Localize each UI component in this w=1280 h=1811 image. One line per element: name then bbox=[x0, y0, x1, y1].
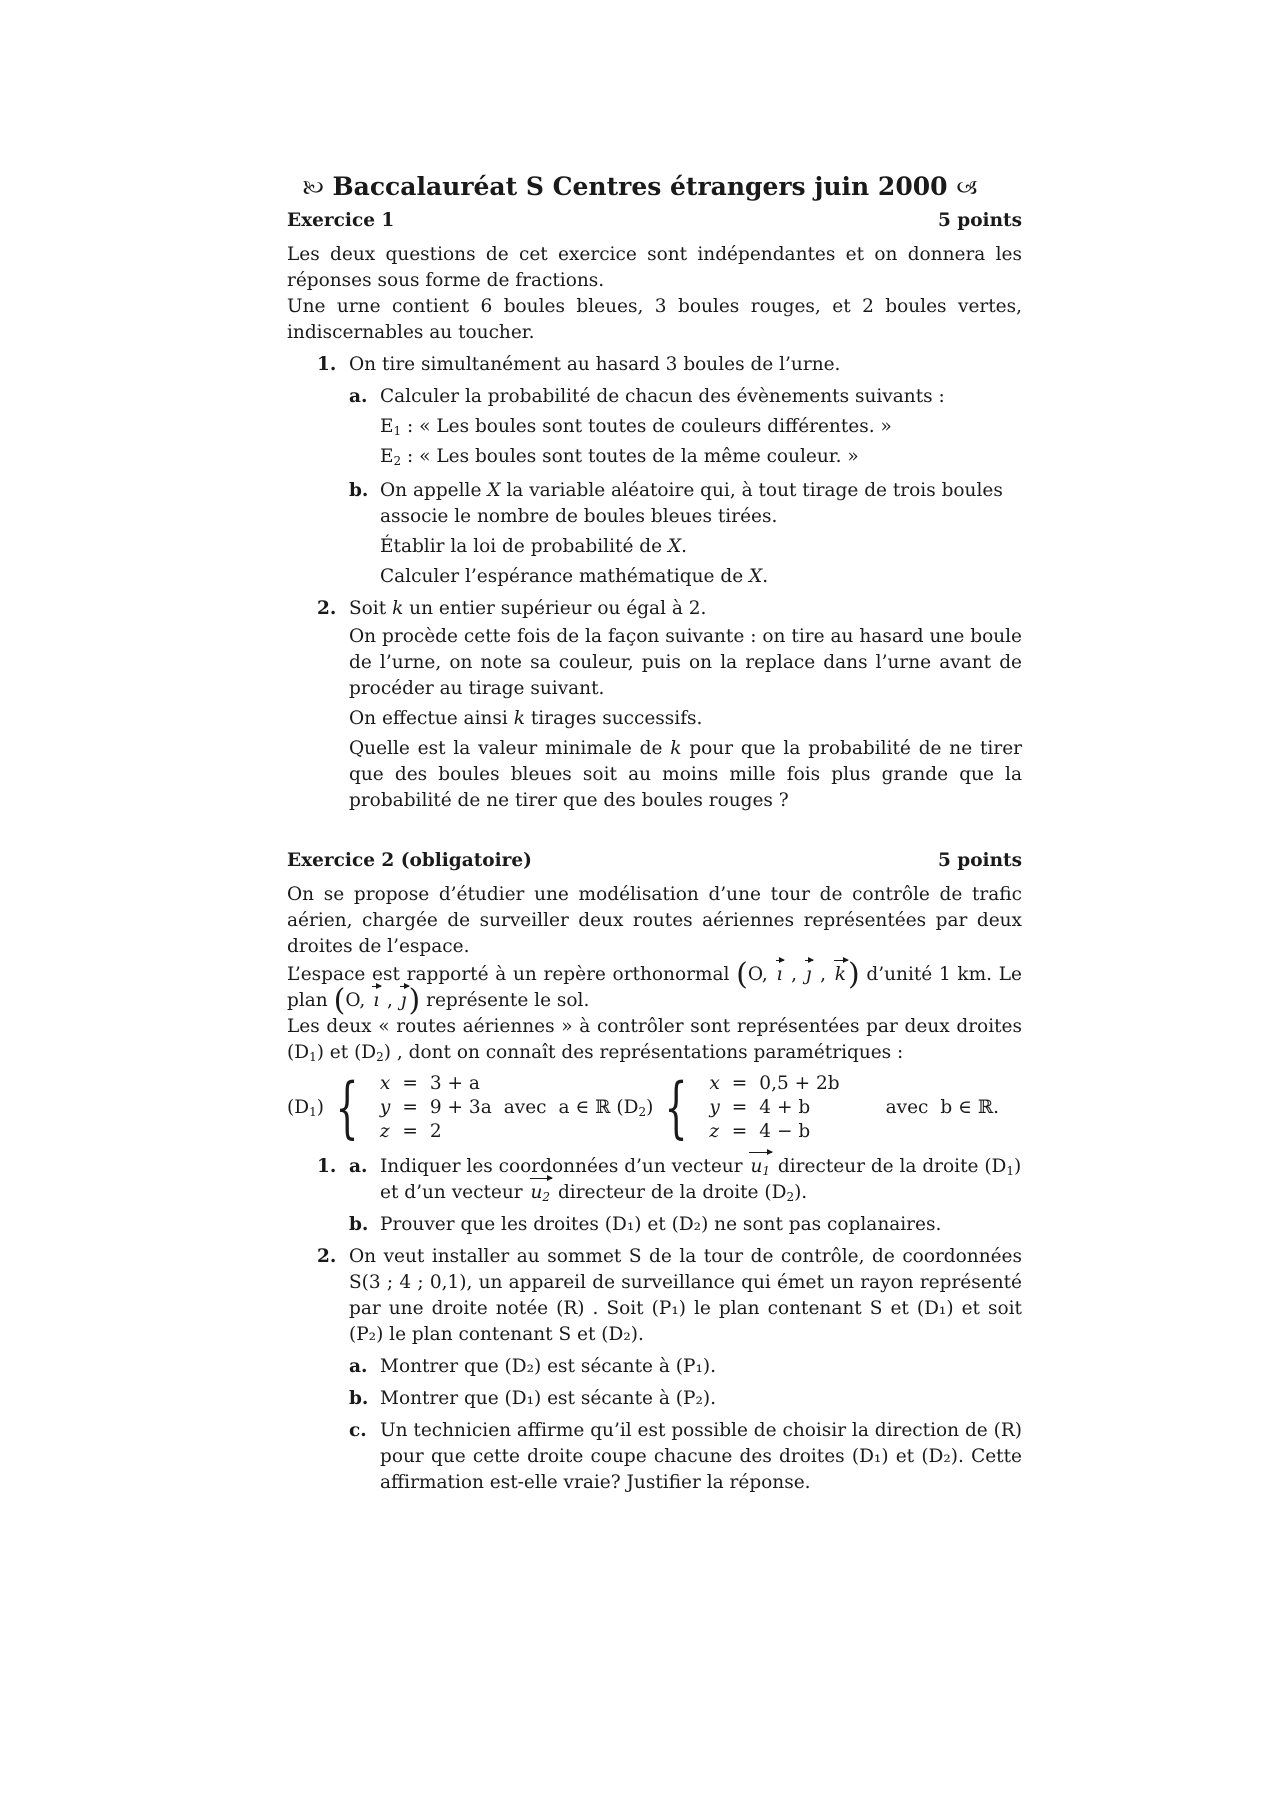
brace-icon: { bbox=[664, 1069, 688, 1146]
ex1-question-1b: b. On appelle X la variable aléatoire qui, à tout tirage de trois boules associe le nombre de boules bleues tirées. bbox=[349, 480, 1003, 527]
ex2-question-2c: c. Un technicien affirme qu’il est possible de choisir la direction de (R) pour que cette droite coupe chacune des droites (D₁) et (D₂). Cette affirmation est-elle vraie? Justifier la réponse. bbox=[349, 1420, 1022, 1493]
exercise-1-title: Exercice 1 bbox=[287, 210, 395, 231]
ex1-question-1: 1. On tire simultanément au hasard 3 boules de l’urne. bbox=[317, 354, 841, 375]
system-d1: x = 3 + a y = 9 + 3a avec a ∈ ℝ z = 2 bbox=[379, 1073, 611, 1142]
ornament-right-icon: 🙢 bbox=[956, 176, 978, 201]
exercise-1-points: 5 points bbox=[937, 210, 1022, 231]
exercise-2-points: 5 points bbox=[937, 850, 1022, 871]
ex1-question-2-procedure: On procède cette fois de la façon suivante : on tire au hasard une boule de l’urne, on note sa couleur, puis on la replace dans l’urne avant de procéder au tirage suivant. bbox=[349, 626, 1022, 699]
ex2-question-2: 2. On veut installer au sommet S de la tour de contrôle, de coordonnées S(3 ; 4 ; 0,1), un appareil de surveillance qui émet un rayon représenté par une droite notée (R) . Soit (P₁) le plan contenant S et (D₁) et soit (P₂) le plan contenant S et (D₂). bbox=[317, 1246, 1022, 1345]
ex1-question-2-minimum: Quelle est la valeur minimale de k pour que la probabilité de ne tirer que des boules bleues soit au moins mille fois plus grande que la probabilité de ne tirer que des boules rouges ? bbox=[349, 738, 1022, 811]
ex1-question-2-successive: On effectue ainsi k tirages successifs. bbox=[349, 708, 703, 729]
ex1-question-2: 2. Soit k un entier supérieur ou égal à 2. bbox=[317, 598, 707, 619]
brace-icon: { bbox=[335, 1069, 359, 1146]
ex2-intro-3: Les deux « routes aériennes » à contrôler sont représentées par deux droites $(D_1)$ et $(D_2)$ , dont on connaît des représentations paramétriques : bbox=[287, 1016, 1022, 1064]
ex1-event-e2: $E_2$ : « Les boules sont toutes de la même couleur. » bbox=[380, 446, 859, 468]
parametric-systems bbox=[287, 1068, 1022, 1148]
exercise-1-header bbox=[287, 208, 1022, 234]
ex2-question-2a: a. Montrer que (D₂) est sécante à (P₁). bbox=[349, 1356, 716, 1377]
ex1-event-e1: $E_1$ : « Les boules sont toutes de couleurs différentes. » bbox=[380, 416, 892, 438]
exercise-2-header bbox=[287, 848, 1022, 874]
system-d2: x = 0,5 + 2b y = 4 + b avec b ∈ ℝ. z = 4 − b bbox=[709, 1073, 999, 1142]
line-d1-label: $(D_1)$ bbox=[287, 1097, 324, 1119]
ex2-question-2b: b. Montrer que (D₁) est sécante à (P₂). bbox=[349, 1388, 716, 1409]
ex1-question-1a: a. Calculer la probabilité de chacun des évènements suivants : bbox=[349, 386, 945, 407]
ornament-left-icon: 🙠 bbox=[302, 176, 324, 201]
ex2-intro-1: On se propose d’étudier une modélisation d’une tour de contrôle de trafic aérien, chargée de surveiller deux routes aériennes représentées par deux droites de l’espace. bbox=[287, 884, 1022, 957]
exercise-2-title: Exercice 2 (obligatoire) bbox=[287, 850, 532, 871]
line-d2-label: $(D_2)$ bbox=[616, 1097, 654, 1119]
document-body bbox=[287, 208, 1022, 1496]
ex1-question-1b-expectation: Calculer l’espérance mathématique de X. bbox=[380, 566, 769, 587]
ex2-question-1b: b. Prouver que les droites (D₁) et (D₂) ne sont pas coplanaires. bbox=[349, 1214, 942, 1235]
ex1-intro-1: Les deux questions de cet exercice sont indépendantes et on donnera les réponses sous forme de fractions. bbox=[287, 244, 1022, 291]
ex2-question-1a: 1. a. Indiquer les coordonnées d’un vecteur $u_1$ directeur de la droite $(D_1)$ et d’un vecteur $u_2$ directeur de la droite $(D_2)$. bbox=[317, 1156, 1022, 1204]
page-title: 🙠 Baccalauréat S Centres étrangers juin 2000 🙢 bbox=[302, 172, 978, 201]
ex1-intro-2: Une urne contient 6 boules bleues, 3 boules rouges, et 2 boules vertes, indiscernables au toucher. bbox=[287, 296, 1022, 343]
ex2-intro-2: L’espace est rapporté à un repère orthonormal (O, ı , ȷ , k) d’unité 1 km. Le plan (O, ı , ȷ) représente le sol. bbox=[287, 957, 1022, 1018]
ex1-question-1b-law: Établir la loi de probabilité de X. bbox=[380, 536, 688, 557]
